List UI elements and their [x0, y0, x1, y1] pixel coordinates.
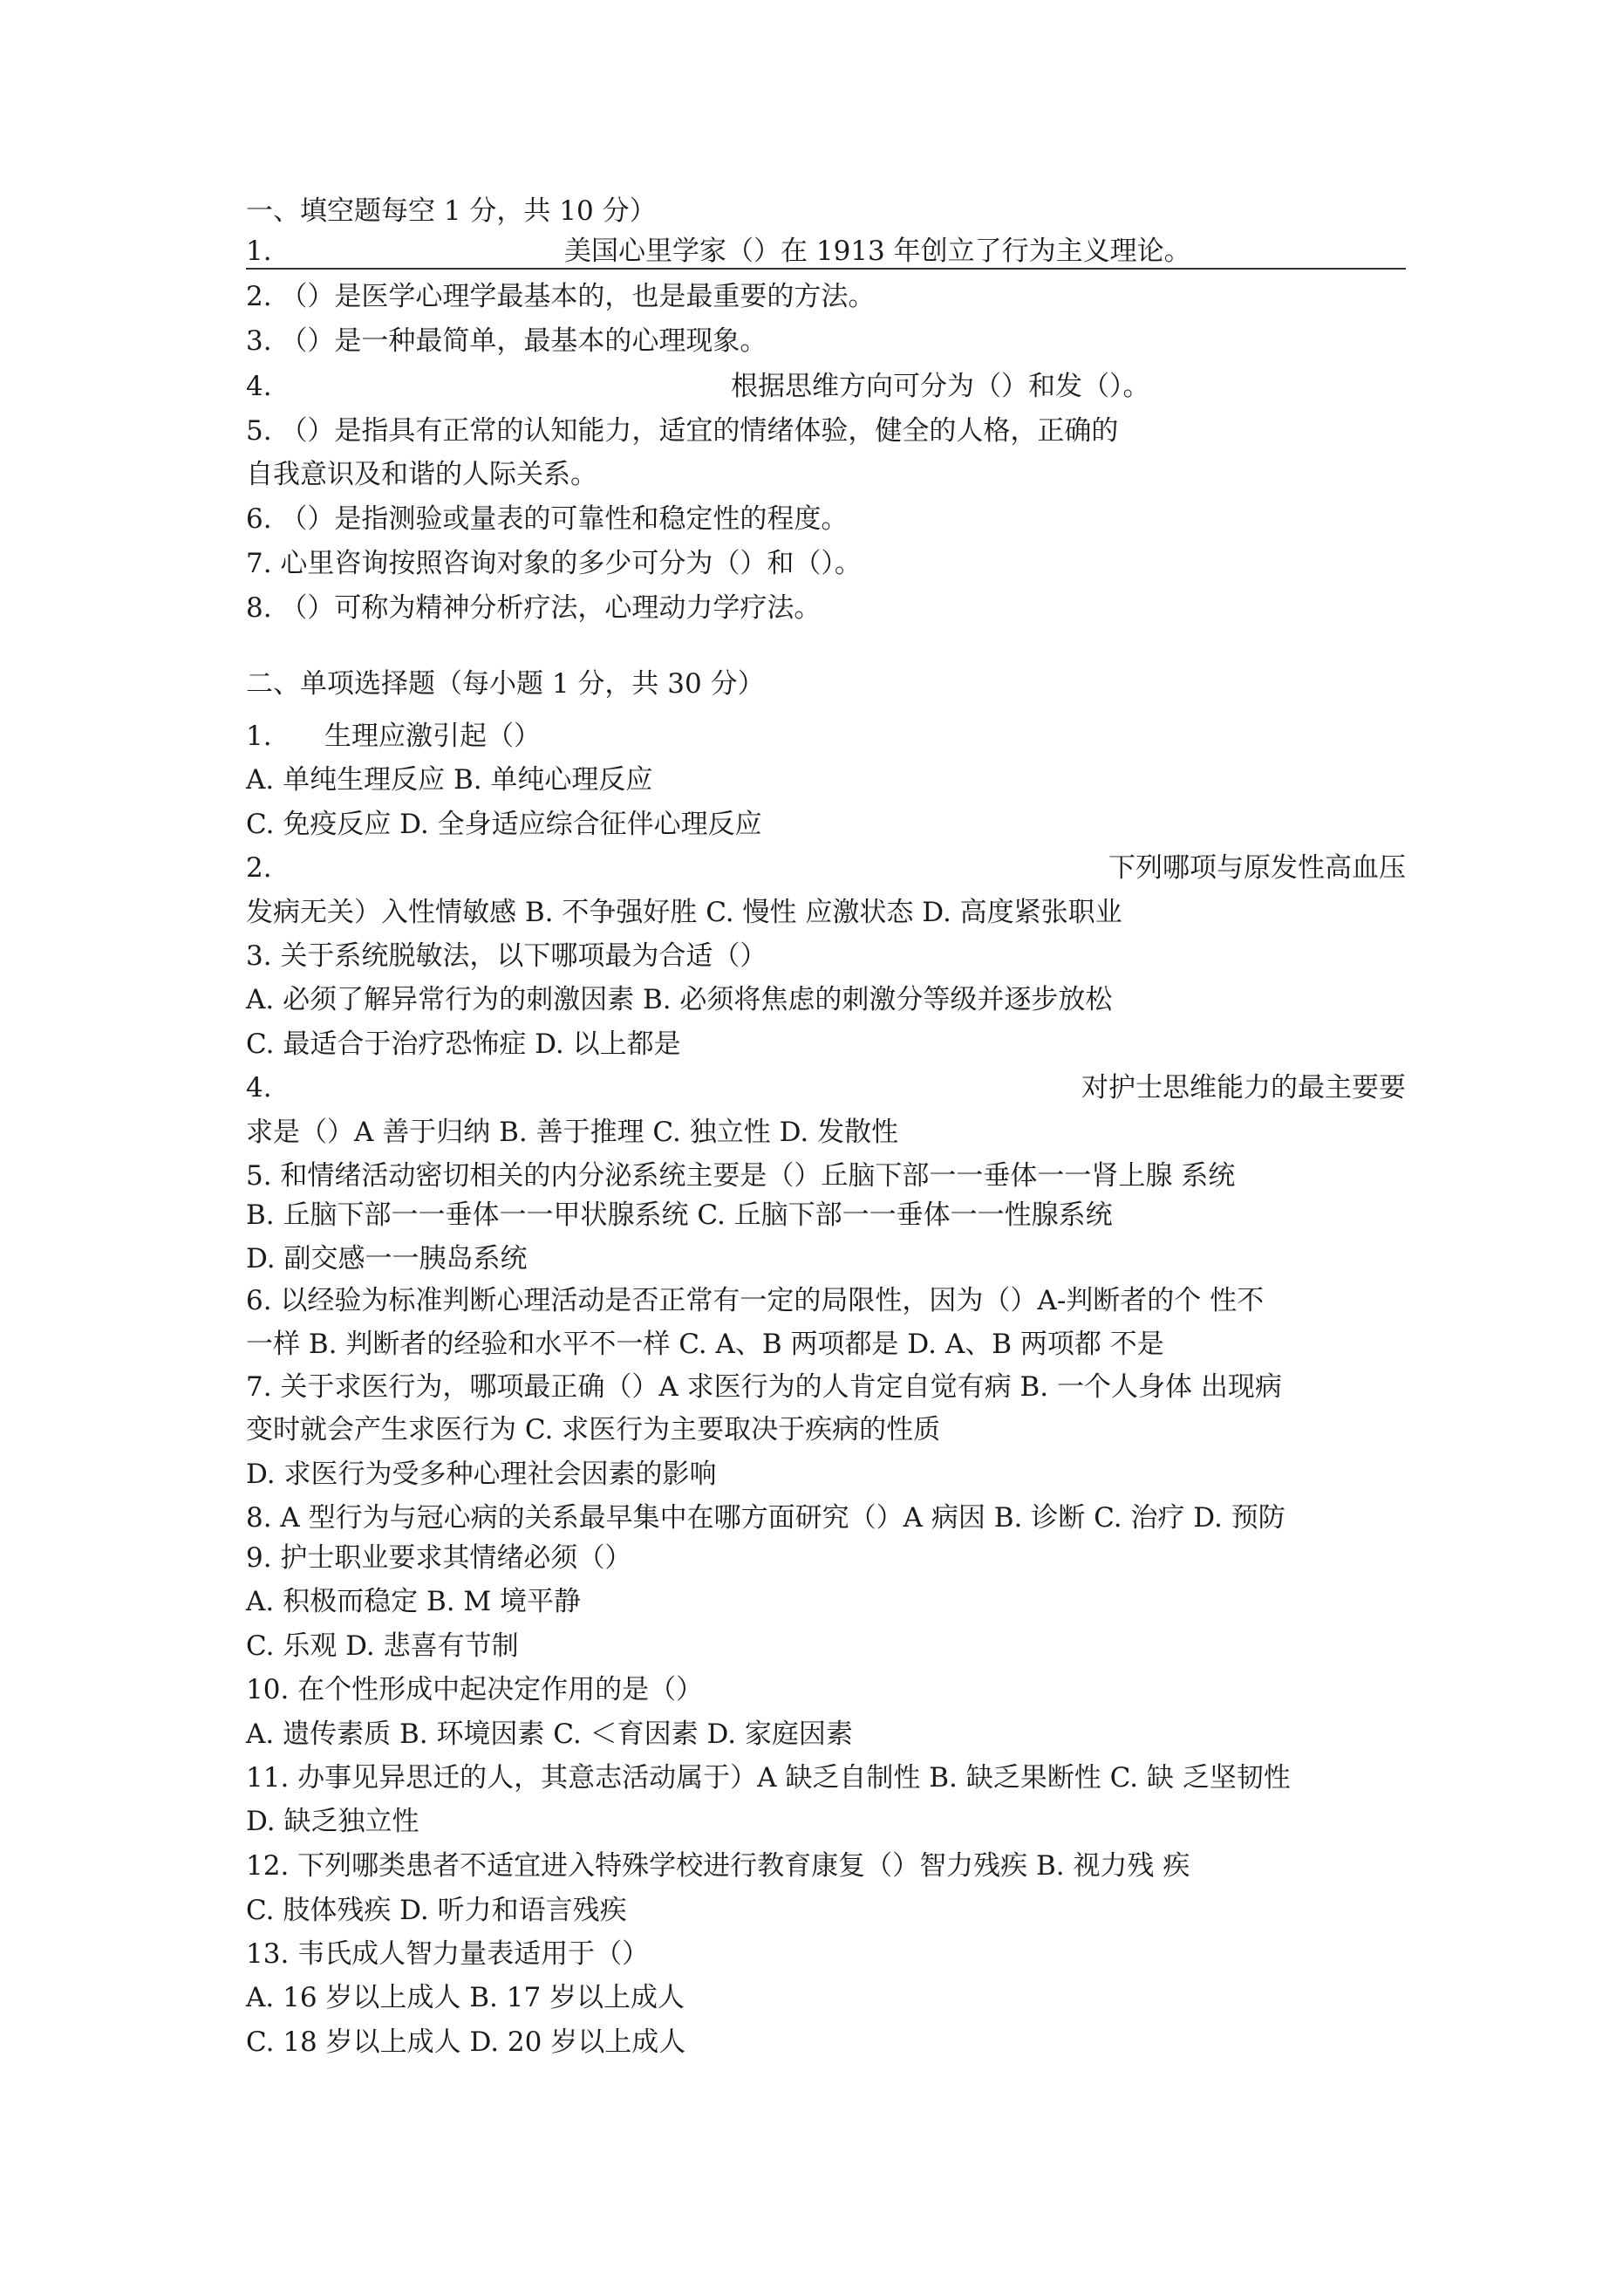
choice-question-4-cont: 求是（）A 善于归纳 B. 善于推理 C. 独立性 D. 发散性: [246, 1117, 899, 1148]
choice-options: A. 单纯生理反应 B. 单纯心理反应: [246, 764, 653, 796]
question-text: 美国心里学家（）在 1913 年创立了行为主义理论。: [564, 236, 1191, 267]
choice-options: A. 积极而稳定 B. M 境平静: [246, 1586, 582, 1617]
fill-question-8: 8. （）可称为精神分析疗法，心理动力学疗法。: [246, 592, 822, 624]
choice-question-10: 10. 在个性形成中起决定作用的是（）: [246, 1674, 704, 1705]
fill-question-7: 7. 心里咨询按照咨询对象的多少可分为（）和（）。: [246, 548, 862, 579]
choice-options: A. 遗传素质 B. 环境因素 C. ＜育因素 D. 家庭因素: [246, 1719, 853, 1750]
choice-question-12: 12. 下列哪类患者不适宜进入特殊学校进行教育康复（）智力残疾 B. 视力残 疾: [246, 1850, 1190, 1882]
choice-options: B. 丘脑下部一一垂体一一甲状腺系统 C. 丘脑下部一一垂体一一性腺系统: [246, 1199, 1113, 1231]
choice-question-11: 11. 办事见异思迁的人，其意志活动属于）A 缺乏自制性 B. 缺乏果断性 C. 缺 乏坚韧性: [246, 1762, 1291, 1794]
choice-options: C. 乐观 D. 悲喜有节制: [246, 1630, 519, 1662]
choice-options: D. 缺乏独立性: [246, 1806, 419, 1837]
choice-question-6: 6. 以经验为标准判断心理活动是否正常有一定的局限性，因为（）A-判断者的个 性不: [246, 1285, 1265, 1316]
choice-question-2-cont: 发病无关）入性情敏感 B. 不争强好胜 C. 慢性 应激状态 D. 高度紧张职业: [246, 897, 1122, 928]
question-number: 4.: [246, 1072, 272, 1104]
choice-question-3: 3. 关于系统脱敏法，以下哪项最为合适（）: [246, 940, 767, 972]
fill-question-4: [246, 369, 1406, 404]
choice-question-5: 5. 和情绪活动密切相关的内分泌系统主要是（）丘脑下部一一垂体一一肾上腺 系统: [246, 1160, 1236, 1192]
choice-question-8: 8. A 型行为与冠心病的关系最早集中在哪方面研究（）A 病因 B. 诊断 C. 治疗 D. 预防: [246, 1502, 1285, 1534]
choice-question-13: 13. 韦氏成人智力量表适用于（）: [246, 1938, 650, 1970]
choice-options: C. 免疫反应 D. 全身适应综合征伴心理反应: [246, 809, 762, 840]
choice-options: C. 最适合于治疗恐怖症 D. 以上都是: [246, 1028, 681, 1060]
choice-question-9: 9. 护士职业要求其情绪必须（）: [246, 1542, 632, 1574]
choice-question-1: [246, 719, 1406, 754]
choice-options: A. 必须了解异常行为的刺激因素 B. 必须将焦虑的刺激分等级并逐步放松: [246, 984, 1113, 1015]
question-text: 对护士思维能力的最主要要: [1081, 1072, 1406, 1104]
fill-question-5: 5. （）是指具有正常的认知能力，适宜的情绪体验，健全的人格，正确的: [246, 415, 1119, 447]
horizontal-rule: [246, 268, 1406, 270]
section2-title: 二、单项选择题（每小题 1 分，共 30 分）: [246, 668, 765, 700]
section1-title: 一、填空题每空 1 分，共 10 分）: [246, 195, 657, 227]
choice-options: A. 16 岁以上成人 B. 17 岁以上成人: [246, 1982, 685, 2013]
question-text: 下列哪项与原发性高血压: [1108, 852, 1406, 884]
fill-question-2: 2. （）是医学心理学最基本的，也是最重要的方法。: [246, 281, 876, 312]
choice-options: C. 18 岁以上成人 D. 20 岁以上成人: [246, 2026, 686, 2058]
fill-question-3: 3. （）是一种最简单，最基本的心理现象。: [246, 325, 767, 357]
choice-question-7-cont: 变时就会产生求医行为 C. 求医行为主要取决于疾病的性质: [246, 1414, 941, 1445]
choice-options: D. 副交感一一胰岛系统: [246, 1243, 528, 1274]
question-number: 2.: [246, 852, 272, 884]
choice-question-2: [246, 851, 1406, 885]
choice-question-6-cont: 一样 B. 判断者的经验和水平不一样 C. A、B 两项都是 D. A、B 两项都 不是: [246, 1329, 1164, 1360]
choice-options: C. 肢体残疾 D. 听力和语言残疾: [246, 1895, 627, 1926]
choice-options: D. 求医行为受多种心理社会因素的影响: [246, 1459, 717, 1490]
choice-question-4: [246, 1070, 1406, 1105]
question-text: 生理应激引起（）: [324, 721, 541, 752]
fill-question-6: 6. （）是指测验或量表的可靠性和稳定性的程度。: [246, 503, 849, 535]
question-number: 4.: [246, 371, 272, 402]
fill-question-1: [246, 234, 1406, 269]
question-text: 根据思维方向可分为（）和发（）。: [731, 371, 1150, 402]
choice-question-7: 7. 关于求医行为，哪项最正确（）A 求医行为的人肯定自觉有病 B. 一个人身体 出现病: [246, 1371, 1282, 1403]
question-number: 1.: [246, 236, 272, 267]
question-number: 1.: [246, 721, 272, 752]
fill-question-5-cont: 自我意识及和谐的人际关系。: [246, 459, 597, 490]
